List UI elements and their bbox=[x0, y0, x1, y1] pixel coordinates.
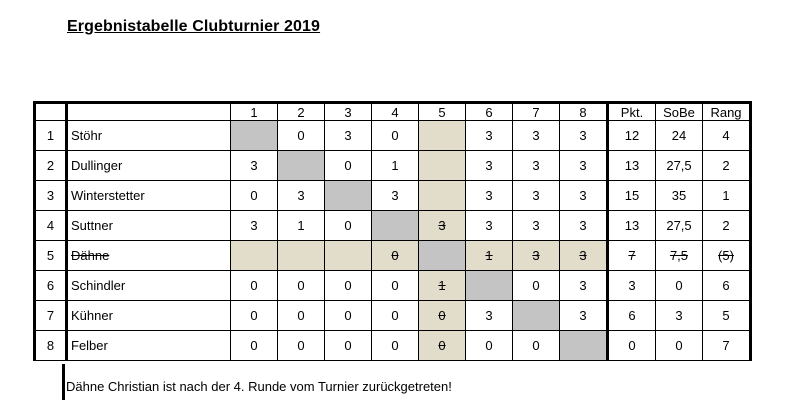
table-row bbox=[35, 181, 751, 211]
result-cell: 0 bbox=[419, 301, 466, 331]
row-number: 5 bbox=[35, 241, 67, 271]
result-cell bbox=[278, 151, 325, 181]
player-name: Stöhr bbox=[67, 121, 231, 151]
result-cell: 0 bbox=[325, 151, 372, 181]
rank-cell: 4 bbox=[703, 121, 751, 151]
player-name: Schindler bbox=[67, 271, 231, 301]
result-cell bbox=[278, 241, 325, 271]
header-rang: Rang bbox=[703, 103, 751, 121]
header-name-cell bbox=[67, 103, 231, 121]
sobe-cell: 7,5 bbox=[656, 241, 703, 271]
page-title: Ergebnistabelle Clubturnier 2019 bbox=[67, 18, 321, 35]
result-cell: 3 bbox=[231, 211, 278, 241]
result-cell: 0 bbox=[231, 181, 278, 211]
rank-cell: 6 bbox=[703, 271, 751, 301]
result-cell bbox=[231, 241, 278, 271]
header-round-7: 7 bbox=[513, 103, 560, 121]
result-cell: 0 bbox=[513, 331, 560, 361]
rank-cell: 2 bbox=[703, 211, 751, 241]
result-cell bbox=[560, 331, 608, 361]
result-cell: 0 bbox=[372, 301, 419, 331]
header-round-6: 6 bbox=[466, 103, 513, 121]
player-name: Felber bbox=[67, 331, 231, 361]
table-row bbox=[35, 271, 751, 301]
header-row bbox=[35, 103, 751, 121]
result-cell: 0 bbox=[466, 331, 513, 361]
row-number: 6 bbox=[35, 271, 67, 301]
result-cell: 3 bbox=[466, 301, 513, 331]
player-name: Dullinger bbox=[67, 151, 231, 181]
result-cell: 3 bbox=[372, 181, 419, 211]
header-round-2: 2 bbox=[278, 103, 325, 121]
player-name: Dähne bbox=[67, 241, 231, 271]
header-nr-cell bbox=[35, 103, 67, 121]
result-cell: 0 bbox=[372, 241, 419, 271]
result-cell: 3 bbox=[513, 211, 560, 241]
row-number: 3 bbox=[35, 181, 67, 211]
result-cell bbox=[325, 241, 372, 271]
sobe-cell: 24 bbox=[656, 121, 703, 151]
result-cell: 3 bbox=[560, 271, 608, 301]
result-cell: 0 bbox=[325, 271, 372, 301]
sobe-cell: 0 bbox=[656, 331, 703, 361]
result-cell bbox=[466, 271, 513, 301]
result-cell bbox=[419, 121, 466, 151]
result-cell: 0 bbox=[325, 331, 372, 361]
footnote: Dähne Christian ist nach der 4. Runde vom Turnier zurückgetreten! bbox=[66, 379, 452, 394]
points-cell: 13 bbox=[608, 151, 656, 181]
table-row bbox=[35, 331, 751, 361]
header-round-3: 3 bbox=[325, 103, 372, 121]
rank-cell: 5 bbox=[703, 301, 751, 331]
result-cell: 3 bbox=[513, 151, 560, 181]
row-number: 4 bbox=[35, 211, 67, 241]
result-cell: 0 bbox=[419, 331, 466, 361]
points-cell: 12 bbox=[608, 121, 656, 151]
result-cell: 1 bbox=[278, 211, 325, 241]
result-cell: 0 bbox=[278, 331, 325, 361]
result-cell: 3 bbox=[466, 211, 513, 241]
rank-cell: 1 bbox=[703, 181, 751, 211]
result-cell bbox=[325, 181, 372, 211]
points-cell: 7 bbox=[608, 241, 656, 271]
result-cell bbox=[372, 211, 419, 241]
header-pkt: Pkt. bbox=[608, 103, 656, 121]
result-cell bbox=[419, 241, 466, 271]
points-cell: 3 bbox=[608, 271, 656, 301]
result-cell: 3 bbox=[513, 121, 560, 151]
rank-cell: (5) bbox=[703, 241, 751, 271]
result-cell: 0 bbox=[513, 271, 560, 301]
sobe-cell: 27,5 bbox=[656, 211, 703, 241]
table-row bbox=[35, 301, 751, 331]
header-round-1: 1 bbox=[231, 103, 278, 121]
result-cell: 0 bbox=[231, 331, 278, 361]
result-cell: 3 bbox=[513, 241, 560, 271]
result-cell: 3 bbox=[560, 241, 608, 271]
sobe-cell: 35 bbox=[656, 181, 703, 211]
result-cell: 3 bbox=[560, 181, 608, 211]
result-cell: 3 bbox=[466, 181, 513, 211]
result-cell: 3 bbox=[419, 211, 466, 241]
result-cell bbox=[231, 121, 278, 151]
result-cell: 0 bbox=[325, 301, 372, 331]
left-border-extension bbox=[62, 364, 65, 400]
result-cell: 0 bbox=[372, 121, 419, 151]
points-cell: 0 bbox=[608, 331, 656, 361]
points-cell: 13 bbox=[608, 211, 656, 241]
result-cell bbox=[513, 301, 560, 331]
result-cell: 0 bbox=[372, 271, 419, 301]
rank-cell: 2 bbox=[703, 151, 751, 181]
result-cell: 3 bbox=[560, 121, 608, 151]
player-name: Suttner bbox=[67, 211, 231, 241]
result-cell: 0 bbox=[278, 271, 325, 301]
table-row bbox=[35, 211, 751, 241]
results-table bbox=[33, 101, 752, 361]
result-cell bbox=[419, 151, 466, 181]
result-cell: 3 bbox=[560, 301, 608, 331]
row-number: 2 bbox=[35, 151, 67, 181]
player-name: Kühner bbox=[67, 301, 231, 331]
table-row bbox=[35, 151, 751, 181]
table-row bbox=[35, 121, 751, 151]
result-cell: 3 bbox=[466, 151, 513, 181]
sobe-cell: 3 bbox=[656, 301, 703, 331]
result-cell: 0 bbox=[231, 271, 278, 301]
result-cell: 1 bbox=[372, 151, 419, 181]
points-cell: 15 bbox=[608, 181, 656, 211]
result-cell: 0 bbox=[372, 331, 419, 361]
result-cell: 0 bbox=[231, 301, 278, 331]
result-cell: 0 bbox=[325, 211, 372, 241]
row-number: 8 bbox=[35, 331, 67, 361]
result-cell: 1 bbox=[419, 271, 466, 301]
result-cell: 3 bbox=[513, 181, 560, 211]
result-cell: 3 bbox=[560, 151, 608, 181]
result-cell: 3 bbox=[325, 121, 372, 151]
row-number: 7 bbox=[35, 301, 67, 331]
points-cell: 6 bbox=[608, 301, 656, 331]
table-row bbox=[35, 241, 751, 271]
header-round-5: 5 bbox=[419, 103, 466, 121]
result-cell: 3 bbox=[278, 181, 325, 211]
result-cell: 3 bbox=[560, 211, 608, 241]
result-cell: 0 bbox=[278, 121, 325, 151]
sobe-cell: 27,5 bbox=[656, 151, 703, 181]
result-cell bbox=[419, 181, 466, 211]
rank-cell: 7 bbox=[703, 331, 751, 361]
player-name: Winterstetter bbox=[67, 181, 231, 211]
result-cell: 3 bbox=[466, 121, 513, 151]
result-cell: 1 bbox=[466, 241, 513, 271]
header-round-4: 4 bbox=[372, 103, 419, 121]
header-round-8: 8 bbox=[560, 103, 608, 121]
result-cell: 0 bbox=[278, 301, 325, 331]
row-number: 1 bbox=[35, 121, 67, 151]
sobe-cell: 0 bbox=[656, 271, 703, 301]
result-cell: 3 bbox=[231, 151, 278, 181]
header-sobe: SoBe bbox=[656, 103, 703, 121]
